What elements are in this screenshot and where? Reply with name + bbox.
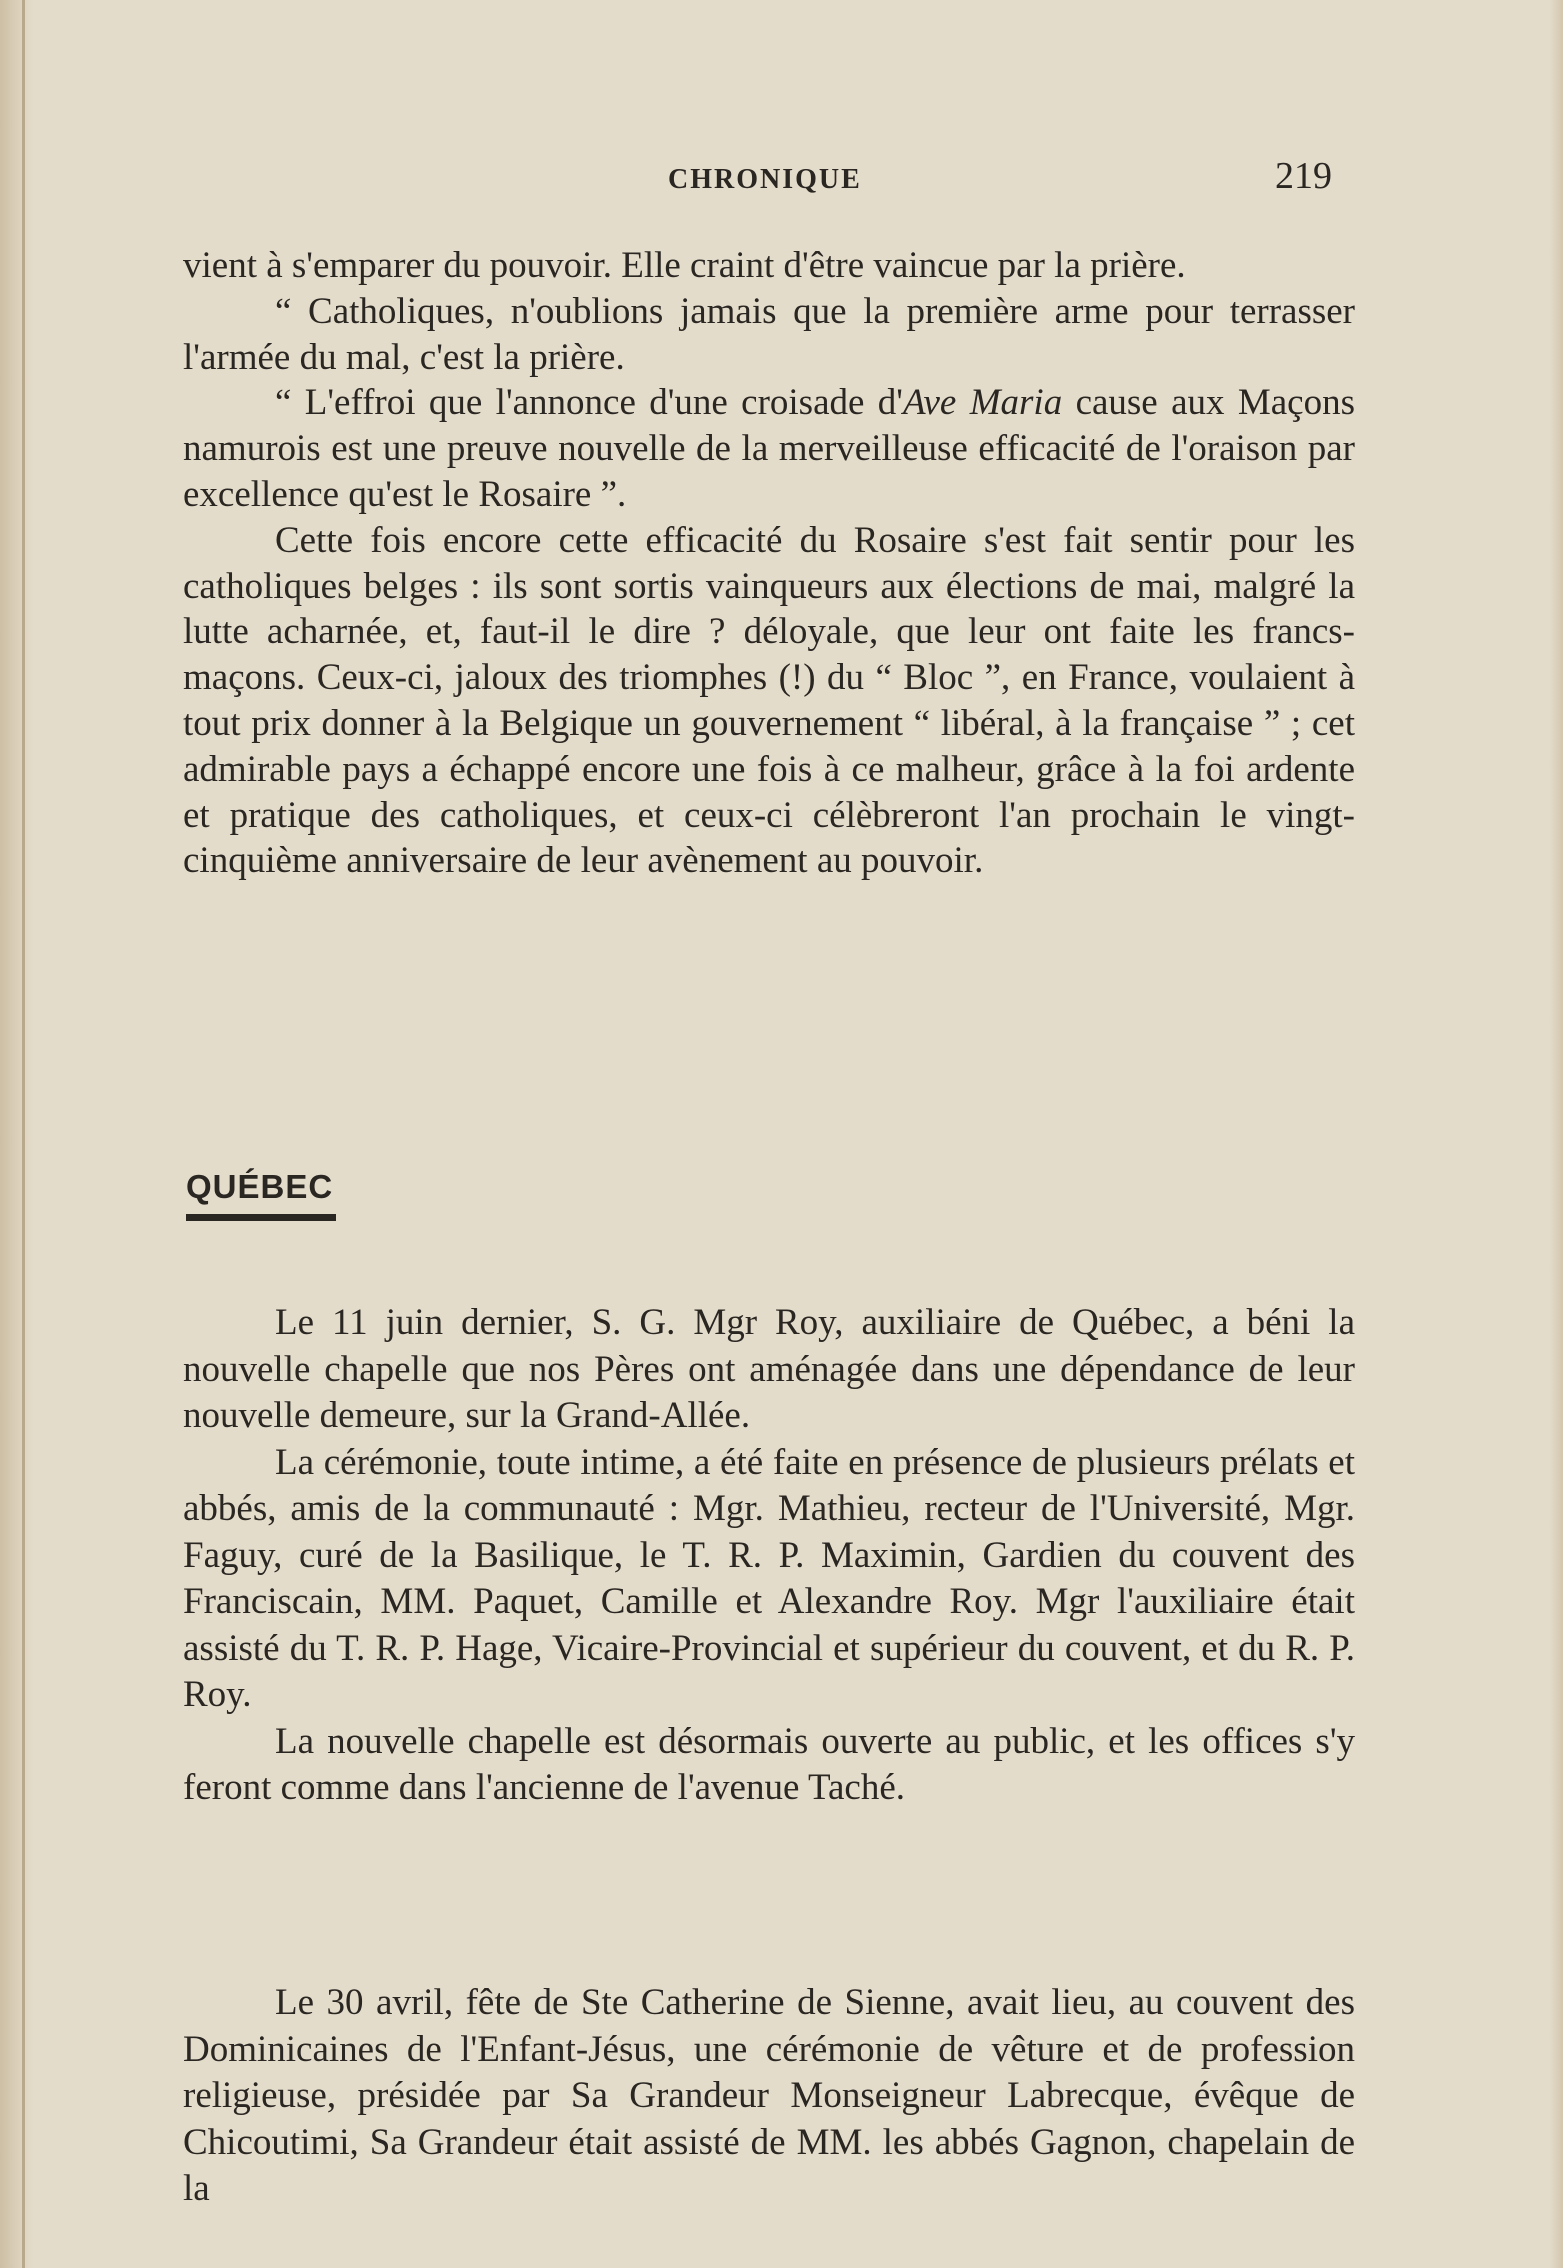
paragraph: La cérémonie, toute intime, a été faite en présence de plusieurs prélats et abbés, amis de la communauté : Mgr. Mathieu, recteur de l'Université, Mgr. Faguy, curé de la Basilique, le T. R. P. Maximin, Gardien du couvent des Franciscain, MM. Paquet, Camille et Alexandre Roy. Mgr l'auxiliaire était assisté du T. R. P. Hage, Vicaire-Provincial et supérieur du couvent, et du R. P. Roy.	[183, 1441, 1355, 1715]
page-gutter-shadow	[0, 0, 34, 2268]
quote-text: cause aux Maçons namurois est une preuve nouvelle de la merveilleuse efficacité de l'oraison par excellence qu'est le Rosaire ”.	[183, 382, 1355, 515]
paragraph: Le 11 juin dernier, S. G. Mgr Roy, auxiliaire de Québec, a béni la nouvelle chapelle que nos Pères ont aménagée dans une dépendance de leur nouvelle demeure, sur la Grand-Allée.	[183, 1302, 1355, 1436]
quote-paragraph: “ Catholiques, n'oublions jamais que la première arme pour terrasser l'armée du mal, c'est la prière.	[183, 290, 1355, 378]
binding-line	[22, 0, 25, 2268]
quote-paragraph	[183, 380, 1355, 517]
italic-term: Ave Maria	[902, 382, 1063, 424]
article-continuation	[183, 243, 1355, 884]
running-title: CHRONIQUE	[668, 164, 862, 195]
quebec-news-item	[183, 1300, 1355, 1812]
quote-text: “ L'effroi que l'annonce d'une croisade d'	[275, 382, 903, 424]
paragraph: vient à s'emparer du pouvoir. Elle craint d'être vaincue par la prière.	[183, 245, 1186, 286]
paragraph: La nouvelle chapelle est désormais ouverte au public, et les offices s'y feront comme dans l'ancienne de l'avenue Taché.	[183, 1720, 1355, 1808]
page-header	[0, 155, 1563, 208]
heading-underline	[186, 1214, 336, 1221]
paragraph: Le 30 avril, fête de Ste Catherine de Sienne, avait lieu, au couvent des Dominicaines de l'Enfant-Jésus, une cérémonie de vêture et de profession religieuse, présidée par Sa Grandeur Monseigneur Labrecque, évêque de Chicoutimi, Sa Grandeur était assisté de MM. les abbés Gagnon, chapelain de la	[183, 1982, 1355, 2209]
page-number: 219	[1275, 155, 1332, 197]
paragraph: Cette fois encore cette efficacité du Rosaire s'est fait sentir pour les catholiques belges : ils sont sortis vainqueurs aux élections de mai, malgré la lutte acharnée, et, faut-il le dire ? déloyale, que leur ont faite les francs-maçons. Ceux-ci, jaloux des triomphes (!) du “ Bloc ”, en France, voulaient à tout prix donner à la Belgique un gouvernement “ libéral, à la française ” ; cet admirable pays a échappé encore une fois à ce malheur, grâce à la foi ardente et pratique des catholiques, et ceux-ci célèbreront l'an prochain le vingt-cinquième anniversaire de leur avènement au pouvoir.	[183, 519, 1355, 882]
page-edge-shadow	[1549, 0, 1563, 2268]
quebec-news-item	[183, 1980, 1355, 2213]
section-heading: QUÉBEC	[186, 1168, 334, 1205]
